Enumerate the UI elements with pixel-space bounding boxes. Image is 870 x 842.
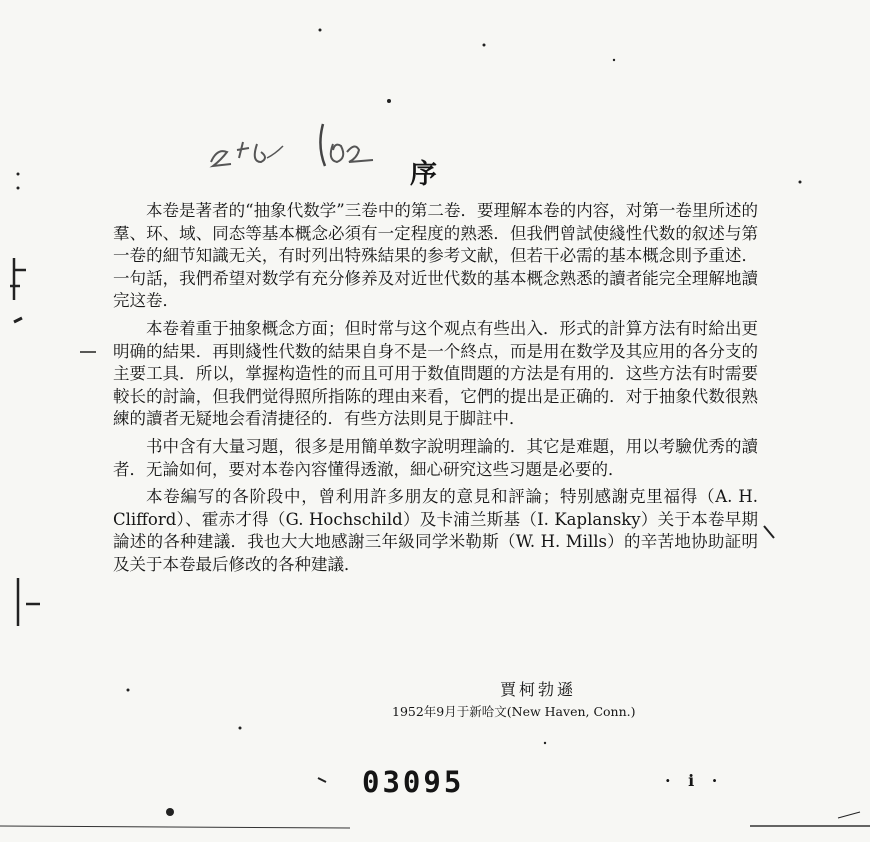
page-title: 序 <box>410 159 439 190</box>
date-place-line: 1952年9月于新哈文(New Haven, Conn.) <box>392 704 636 719</box>
author-signature: 賈柯勃遜 <box>500 680 577 699</box>
paragraph: 本卷着重于抽象概念方面；但时常与这个观点有些出入．形式的計算方法有时給出更明确的結果．再則綫性代数的結果自身不是一个終点，而是用在数学及其应用的各分支的主要工具．所以，掌握构造性的而且可用于数值問題的方法是有用的．这些方法有时需要較长的討論，但我們觉得照所指陈的理由来看，它們的提出是正确的．对于抽象代数很熟練的讀者无疑地会看清捷径的．有些方法則見于脚註中． <box>113 318 758 429</box>
stamp-number: 03095 <box>362 765 465 799</box>
paragraph: 本卷編写的各阶段中，曾利用許多朋友的意見和評論；特别感謝克里福得（A. H. Clifford）、霍赤才得（G. Hochschild）及卡浦兰斯基（I. Kaplansky）关于本卷早期論述的各种建議．我也大大地感謝三年級同学米勒斯（W. H. Mills）的辛苦地协助証明及关于本卷最后修改的各种建議． <box>113 487 758 574</box>
preface-body <box>113 200 758 582</box>
handwritten-note <box>205 118 385 174</box>
roman-page-number: · i · <box>665 771 724 790</box>
paragraph: 书中含有大量习題，很多是用簡单数字說明理論的．其它是难題，用以考驗优秀的讀者．无論如何，要对本卷內容懂得透澈，細心研究这些习題是必要的． <box>113 436 758 479</box>
paragraph: 本卷是著者的“抽象代数学”三卷中的第二卷．要理解本卷的内容，对第一卷里所述的羣、环、域、同态等基本概念必須有一定程度的熟悉．但我們曾試使綫性代数的叙述与第一卷的細节知識无关，有时列出特殊結果的参考文献，但若干必需的基本概念則予重述．一句話，我們希望对数学有充分修养及对近世代数的基本概念熟悉的讀者能完全理解地讀完这卷． <box>113 201 758 311</box>
